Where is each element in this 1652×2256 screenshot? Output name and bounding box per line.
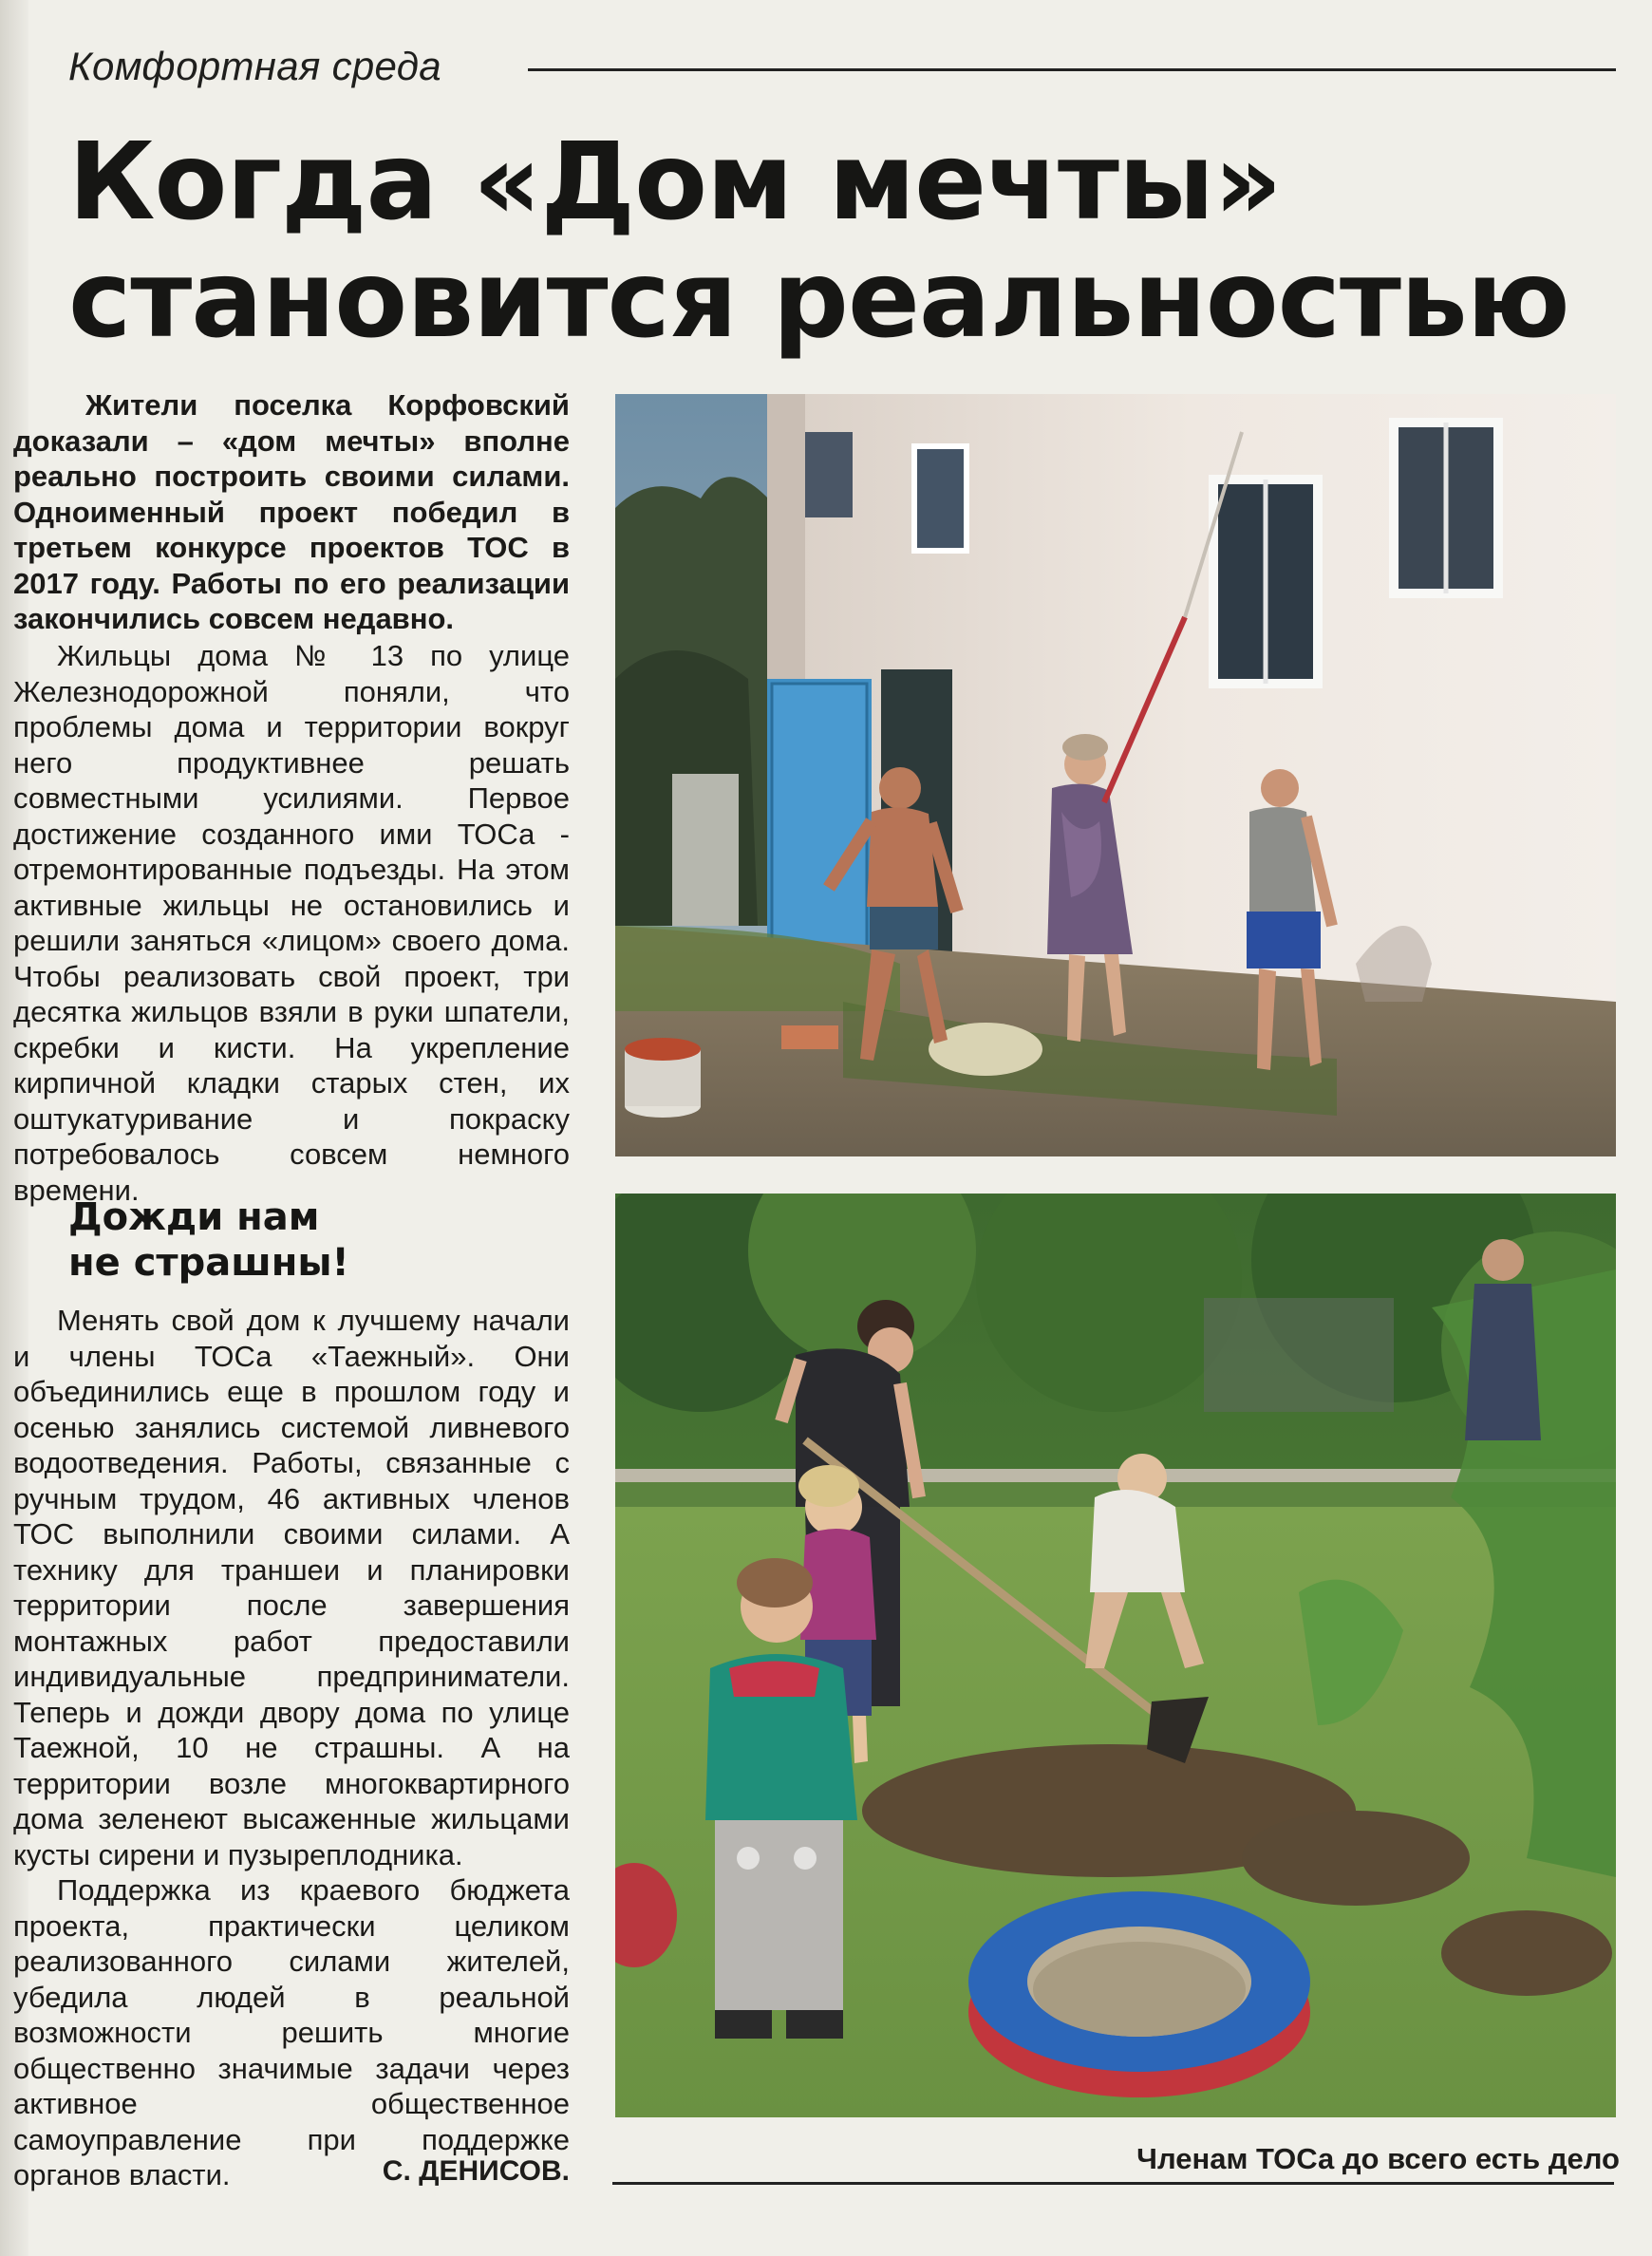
subheading-line-1: Дожди нам bbox=[68, 1195, 320, 1239]
body-text-1: Жильцы дома № 13 по улице Железнодорожной поняли, что проблемы дома и территории вокруг него продуктивнее решать совместными усилиями. Первое достижение созданного ими ТОСа - отремонтированные подъезды. На этом активные жильцы не остановились и решили заняться «лицом» своего дома. Чтобы реализовать свой проект, три десятка жильцов взяли в руки шпатели, скребки и кисти. На укрепление кирпичной кладки старых стен, их оштукатуривание и покраску потребовалось совсем немного времени. bbox=[13, 639, 570, 1207]
photo-caption: Членам ТОСа до всего есть дело bbox=[1136, 2142, 1620, 2175]
body-paragraph-3 bbox=[13, 1872, 570, 2193]
author-byline: С. ДЕНИСОВ. bbox=[382, 2155, 570, 2187]
body-text-2: Менять свой дом к лучшему начали и члены ТОСа «Таежный». Они объединились еще в прошлом году и осенью занялись системой ливневого водоотведения. Работы, связанные с ручным трудом, 46 активных членов ТОС выполнили своими силами. А технику для траншеи и планировки территории после завершения монтажных работ предоставили индивидуальные предприниматели. Теперь и дожди двору дома по улице Таежной, 10 не страшны. А на территории возле многоквартирного дома зеленеют высаженные жильцами кусты сирени и пузыреплодника. bbox=[13, 1304, 570, 1871]
body-paragraph-2 bbox=[13, 1303, 570, 1872]
rubric-rule bbox=[528, 68, 1616, 71]
body-paragraph-1 bbox=[13, 638, 570, 1208]
section-rubric: Комфортная среда bbox=[68, 44, 441, 88]
photo-planting bbox=[615, 1194, 1616, 2117]
lead-paragraph bbox=[13, 387, 570, 637]
subheading-line-2: не страшны! bbox=[68, 1241, 349, 1285]
photo-house-painting bbox=[615, 394, 1616, 1156]
body-text-3: Поддержка из краевого бюджета проекта, практически целиком реализованного силами жителей, убедила людей в реальной возможности решить многие общественно значимые задачи через активное общественное самоуправление при поддержке органов власти. bbox=[13, 1873, 570, 2191]
headline bbox=[68, 121, 1625, 362]
bottom-rule bbox=[612, 2182, 1614, 2185]
painted-tyre bbox=[968, 1891, 1310, 2097]
headline-line-2: становится реальностью bbox=[68, 238, 1569, 362]
subheading bbox=[68, 1194, 349, 1286]
headline-line-1: Когда «Дом мечты» bbox=[68, 121, 1282, 244]
planting-image bbox=[615, 1194, 1616, 2117]
lead-text: Жители поселка Корфовский доказали – «дом мечты» вполне реально построить своими силами. Одноименный проект победил в третьем конкурсе проектов ТОС в 2017 году. Работы по его реализации закончились совсем недавно. bbox=[13, 388, 570, 635]
house-painting-image bbox=[615, 394, 1616, 1156]
